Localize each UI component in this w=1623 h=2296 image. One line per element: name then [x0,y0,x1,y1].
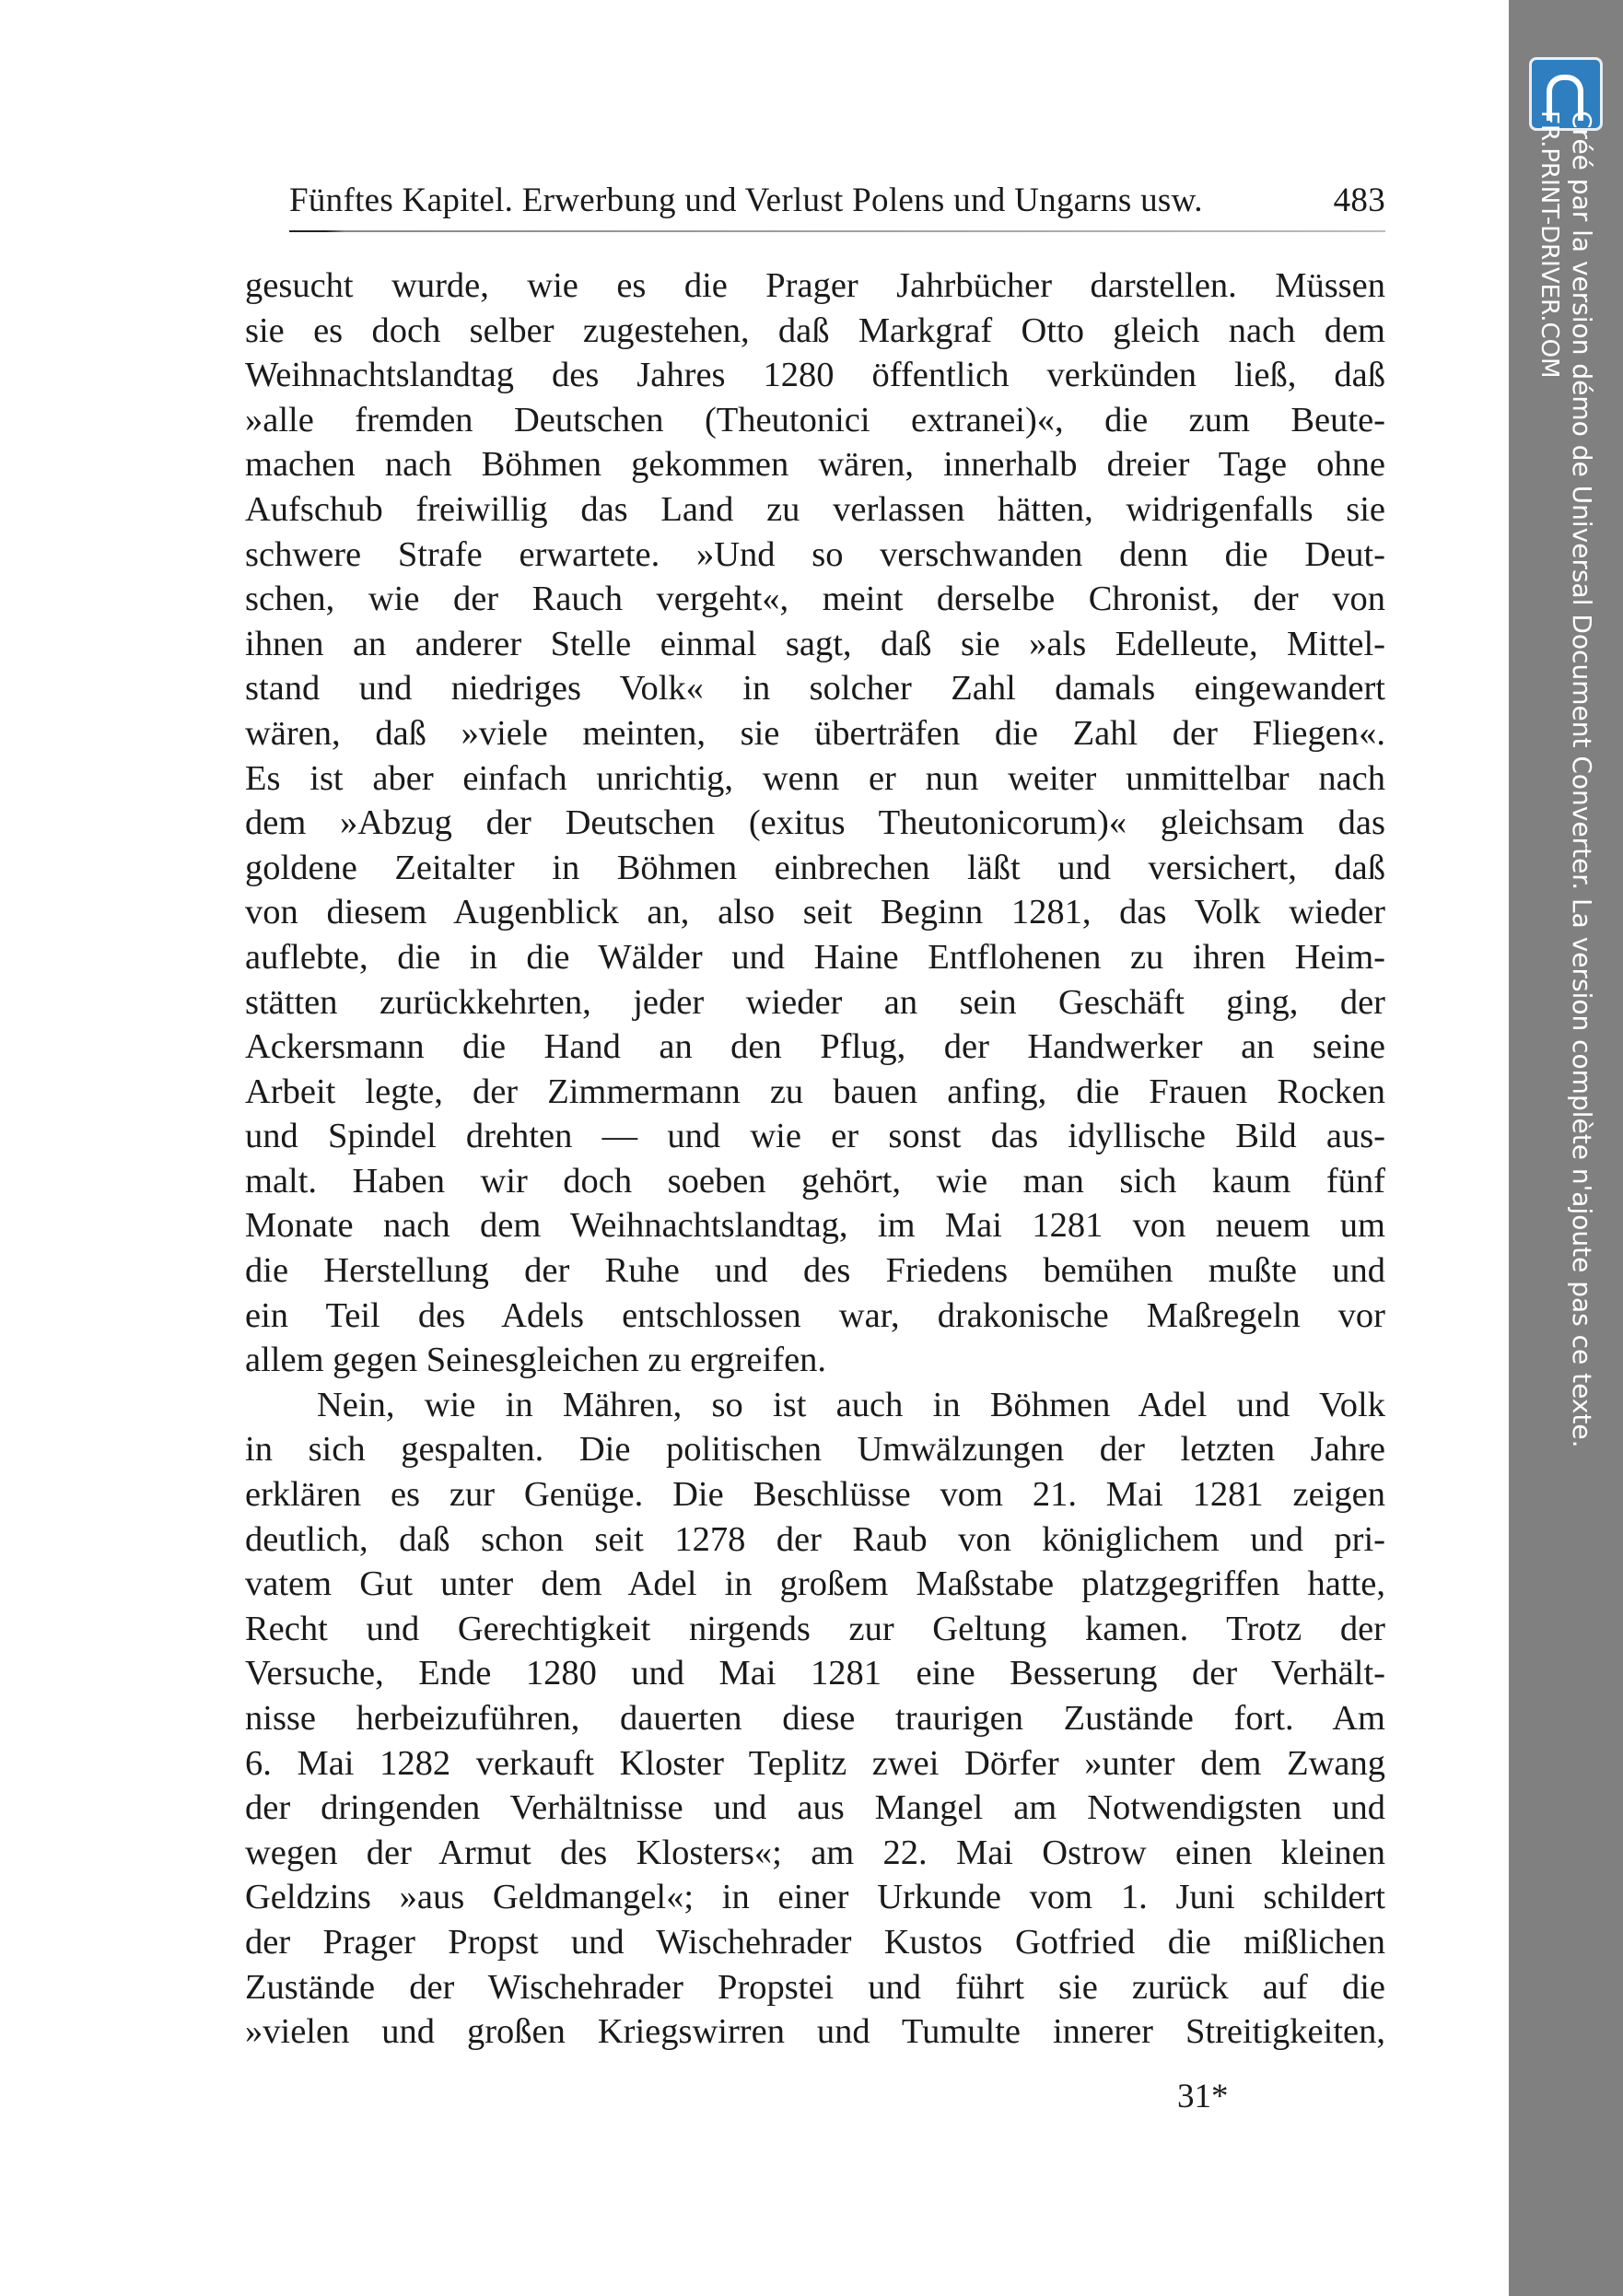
text-line: malt. Haben wir doch soeben gehört, wie man sich kaum fünf [245,1161,1385,1201]
header-rule [289,230,1385,232]
text-line: deutlich, daß schon seit 1278 der Raub von königlichem und pri- [245,1519,1385,1559]
signature-mark: 31* [1177,2078,1229,2115]
text-line: Aufschub freiwillig das Land zu verlassen hätten, widrigenfalls sie [245,489,1385,529]
body-text [245,264,1385,2055]
text-line: sie es doch selber zugestehen, daß Markgraf Otto gleich nach dem [245,310,1385,350]
text-line: und Spindel drehten — und wie er sonst das idyllische Bild aus- [245,1117,1385,1156]
watermark-line-1: Créé par la version démo de Universal Document Converter. La version complète n'ajoute pas ce texte. [1567,111,1597,1448]
text-line: der dringenden Verhältnisse und aus Mangel am Notwendigsten und [245,1788,1385,1828]
text-line: schwere Strafe erwartete. »Und so verschwanden denn die Deut- [245,534,1385,574]
text-line: dem »Abzug der Deutschen (exitus Theutonicorum)« gleichsam das [245,803,1385,843]
watermark-line-2: FR.PRINT-DRIVER.COM [1535,111,1563,379]
text-line: vatem Gut unter dem Adel in großem Maßstabe platzgegriffen hatte, [245,1564,1385,1604]
text-line: Geldzins »aus Geldmangel«; in einer Urkunde vom 1. Juni schildert [245,1878,1385,1917]
text-line: Nein, wie in Mähren, so ist auch in Böhmen Adel und Volk [317,1385,1385,1424]
text-line: Arbeit legte, der Zimmermann zu bauen anfing, die Frauen Rocken [245,1072,1385,1111]
text-line: Monate nach dem Weihnachtslandtag, im Mai 1281 von neuem um [245,1206,1385,1246]
text-line: 6. Mai 1282 verkauft Kloster Teplitz zwei Dörfer »unter dem Zwang [245,1743,1385,1783]
text-line: schen, wie der Rauch vergeht«, meint derselbe Chronist, der von [245,580,1385,619]
text-line: in sich gespalten. Die politischen Umwälzungen der letzten Jahre [245,1430,1385,1470]
text-line: allem gegen Seinesgleichen zu ergreifen. [245,1341,827,1380]
text-line: Ackersmann die Hand an den Pflug, der Handwerker an seine [245,1027,1385,1067]
text-line: erklären es zur Genüge. Die Beschlüsse vom 21. Mai 1281 zeigen [245,1475,1385,1515]
watermark-text [1534,111,1598,1448]
header-title: Fünftes Kapitel. Erwerbung und Verlust Polens und Ungarns usw. [289,182,1203,219]
text-line: nisse herbeizuführen, dauerten diese traurigen Zustände fort. Am [245,1699,1385,1738]
text-line: Recht und Gerechtigkeit nirgends zur Geltung kamen. Trotz der [245,1609,1385,1648]
text-line: stätten zurückkehrten, jeder wieder an sein Geschäft ging, der [245,982,1385,1022]
text-line: gesucht wurde, wie es die Prager Jahrbücher darstellen. Müssen [245,266,1385,305]
text-line: wegen der Armut des Klosters«; am 22. Mai Ostrow einen kleinen [245,1833,1385,1872]
text-line: ein Teil des Adels entschlossen war, drakonische Maßregeln vor [245,1295,1385,1335]
text-line: Zustände der Wischehrader Propstei und führt sie zurück auf die [245,1967,1385,2007]
text-line: von diesem Augenblick an, also seit Beginn 1281, das Volk wieder [245,893,1385,932]
text-line: goldene Zeitalter in Böhmen einbrechen läßt und versichert, daß [245,848,1385,887]
text-line: Es ist aber einfach unrichtig, wenn er nun weiter unmittelbar nach [245,758,1385,798]
text-line: »vielen und großen Kriegswirren und Tumulte innerer Streitigkeiten, [245,2012,1385,2052]
text-line: Weihnachtslandtag des Jahres 1280 öffentlich verkünden ließ, daß [245,356,1385,395]
text-line: der Prager Propst und Wischehrader Kustos Gotfried die mißlichen [245,1922,1385,1962]
text-line: Versuche, Ende 1280 und Mai 1281 eine Besserung der Verhält- [245,1654,1385,1693]
text-line: auflebte, die in die Wälder und Haine Entflohenen zu ihren Heim- [245,937,1385,977]
page-number: 483 [1333,182,1385,219]
text-line: ihnen an anderer Stelle einmal sagt, daß sie »als Edelleute, Mittel- [245,624,1385,663]
text-line: stand und niedriges Volk« in solcher Zahl damals eingewandert [245,669,1385,709]
running-header [289,181,1385,220]
text-line: wären, daß »viele meinten, sie überträfen die Zahl der Fliegen«. [245,713,1385,753]
text-line: die Herstellung der Ruhe und des Friedens bemühen mußte und [245,1251,1385,1291]
text-line: machen nach Böhmen gekommen wären, innerhalb dreier Tage ohne [245,445,1385,485]
text-line: »alle fremden Deutschen (Theutonici extranei)«, die zum Beute- [245,400,1385,439]
